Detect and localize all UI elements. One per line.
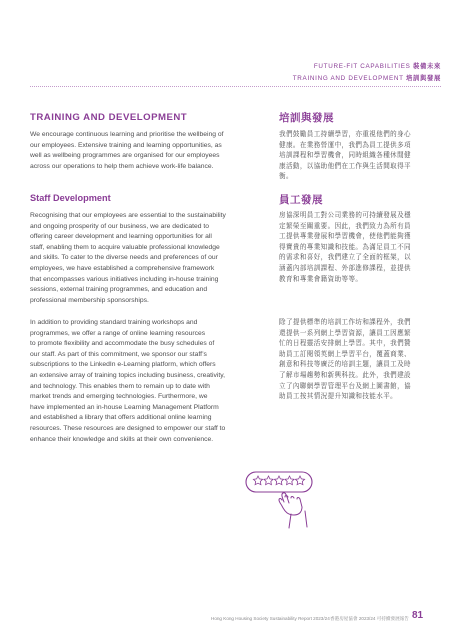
zh-para2-line: 忙的日程靈活安排網上學習。其中，我們贊 — [279, 340, 411, 348]
zh-para1-line: 教育和專業會籍資助等等。 — [279, 275, 363, 283]
en-para1-line: employees, we have established a comprehensive framework — [30, 264, 215, 272]
zh-para1-line: 定繁榮至關重要。因此，我們致力為所有員 — [279, 222, 411, 230]
five-star-rating-icon — [244, 466, 314, 536]
zh-intro-line: 康活動，以協助他們在工作與生活間取得平 — [279, 162, 411, 170]
en-para2-line: our staff. As part of this commitment, we sponsor our staff’s — [30, 350, 207, 358]
en-intro-line: well as wellbeing programmes are organised for our employees — [30, 152, 220, 160]
en-staff-paragraph-2 — [30, 318, 256, 445]
footer-report-title-zh: 香港房屋協會 2023/24 可持續發展報告 — [330, 616, 409, 621]
en-intro-line: across our operations to help them achieve work-life balance. — [30, 162, 214, 170]
en-para2-line: and established a library that offers additional online learning — [30, 414, 212, 422]
page-number: 81 — [412, 610, 424, 621]
en-para1-line: offering career development and learning opportunities for all — [30, 233, 212, 241]
running-header-section — [314, 61, 441, 70]
en-para2-line: resources. These resources are designed to empower our staff to — [30, 424, 226, 432]
header-section-en: FUTURE-FIT CAPABILITIES — [313, 63, 411, 70]
en-para2-line: to promote flexibility and accommodate the busy schedules of — [30, 340, 215, 348]
zh-intro-line: 衡。 — [279, 173, 293, 181]
running-header-topic — [293, 73, 441, 82]
zh-para1-line: 得寶貴的專業知識和技能。為滿足員工不同 — [279, 243, 411, 251]
zh-para1-line: 工提供專業發展和學習機會，使他們能夠獲 — [279, 233, 411, 241]
en-intro-line: our employees. Extensive training and learning opportunities, as — [30, 141, 222, 149]
header-divider — [30, 86, 441, 87]
zh-staff-paragraph-1 — [279, 211, 439, 285]
zh-para1-line: 的需求和喜好，我們建立了全面的框架，以 — [279, 254, 411, 262]
en-para2-line: an extensive array of training topics including business, creativity, — [30, 371, 225, 379]
zh-intro-line: 健康。在業務營運中，我們為員工提供多項 — [279, 141, 411, 149]
footer-report-title-en: Hong Kong Housing Society Sustainability Report 2023/24 — [211, 616, 330, 621]
en-para1-line: and ongoing prosperity of our business, we are dedicated to — [30, 222, 209, 230]
zh-para2-line: 創意和科技等廣泛的培訓主題，讓員工及時 — [279, 361, 411, 369]
en-para2-line: have implemented an in-house Learning Management Platform — [30, 403, 219, 411]
header-topic-zh: 培訓與發展 — [406, 75, 441, 82]
zh-subheading: 員工發展 — [279, 194, 323, 206]
en-para1-line: staff, enabling them to acquire valuable professional knowledge — [30, 243, 220, 251]
zh-intro-line: 我們鼓勵員工持續學習，亦重視他們的身心 — [279, 131, 411, 138]
en-intro-line: We encourage continuous learning and prioritise the wellbeing of — [30, 131, 224, 138]
zh-para1-line: 房協深明員工對公司業務的可持續發展及穩 — [279, 212, 411, 219]
en-para2-line: In addition to providing standard training workshops and — [30, 319, 198, 326]
zh-para2-line: 除了提供標準的培訓工作坊和課程外，我們 — [279, 319, 411, 326]
en-para2-line: subscriptions to the LinkedIn e-Learning platform, which offers — [30, 361, 216, 369]
en-para1-line: that encompasses various initiatives including in-house training — [30, 275, 219, 283]
en-subheading: Staff Development — [30, 193, 111, 203]
en-para2-line: and technology. This enables them to remain up to date with — [30, 382, 210, 390]
en-para2-line: programmes, we offer a range of online learning resources — [30, 329, 206, 337]
header-topic-en: TRAINING AND DEVELOPMENT — [292, 75, 404, 82]
en-staff-paragraph-1 — [30, 211, 256, 306]
zh-para2-line: 助員工訂閱領英網上學習平台，覆蓋商業、 — [279, 350, 411, 358]
zh-intro-paragraph — [279, 130, 439, 183]
en-intro-paragraph — [30, 130, 256, 172]
zh-para2-line: 立了內聯網學習管理平台及網上圖書館，協 — [279, 382, 411, 390]
en-para2-line: enhance their knowledge and skills at their own convenience. — [30, 435, 214, 443]
zh-intro-line: 培訓課程和學習機會，同時組織各種休閒健 — [279, 152, 411, 160]
en-para1-line: and skills. To cater to the diverse needs and preferences of our — [30, 254, 218, 262]
zh-para1-line: 涵蓋內部培訓課程、外部進修課程，並提供 — [279, 264, 411, 272]
zh-para2-line: 助員工按其情況提升知識和技能水平。 — [279, 393, 398, 401]
header-section-zh: 裝備未來 — [413, 63, 441, 70]
en-para1-line: sessions, external training programmes, and education and — [30, 286, 208, 294]
zh-heading: 培訓與發展 — [279, 112, 334, 124]
en-para1-line: Recognising that our employees are essential to the sustainability — [30, 212, 226, 219]
en-para2-line: market trends and emerging technologies. Furthermore, we — [30, 393, 208, 401]
en-heading: TRAINING AND DEVELOPMENT — [30, 112, 188, 123]
en-para1-line: professional membership sponsorships. — [30, 296, 149, 304]
zh-para2-line: 了解市場趨勢和新興科技。此外，我們建設 — [279, 371, 411, 379]
zh-staff-paragraph-2 — [279, 318, 439, 403]
zh-para2-line: 還提供一系列網上學習資源，讓員工因應繁 — [279, 329, 411, 337]
